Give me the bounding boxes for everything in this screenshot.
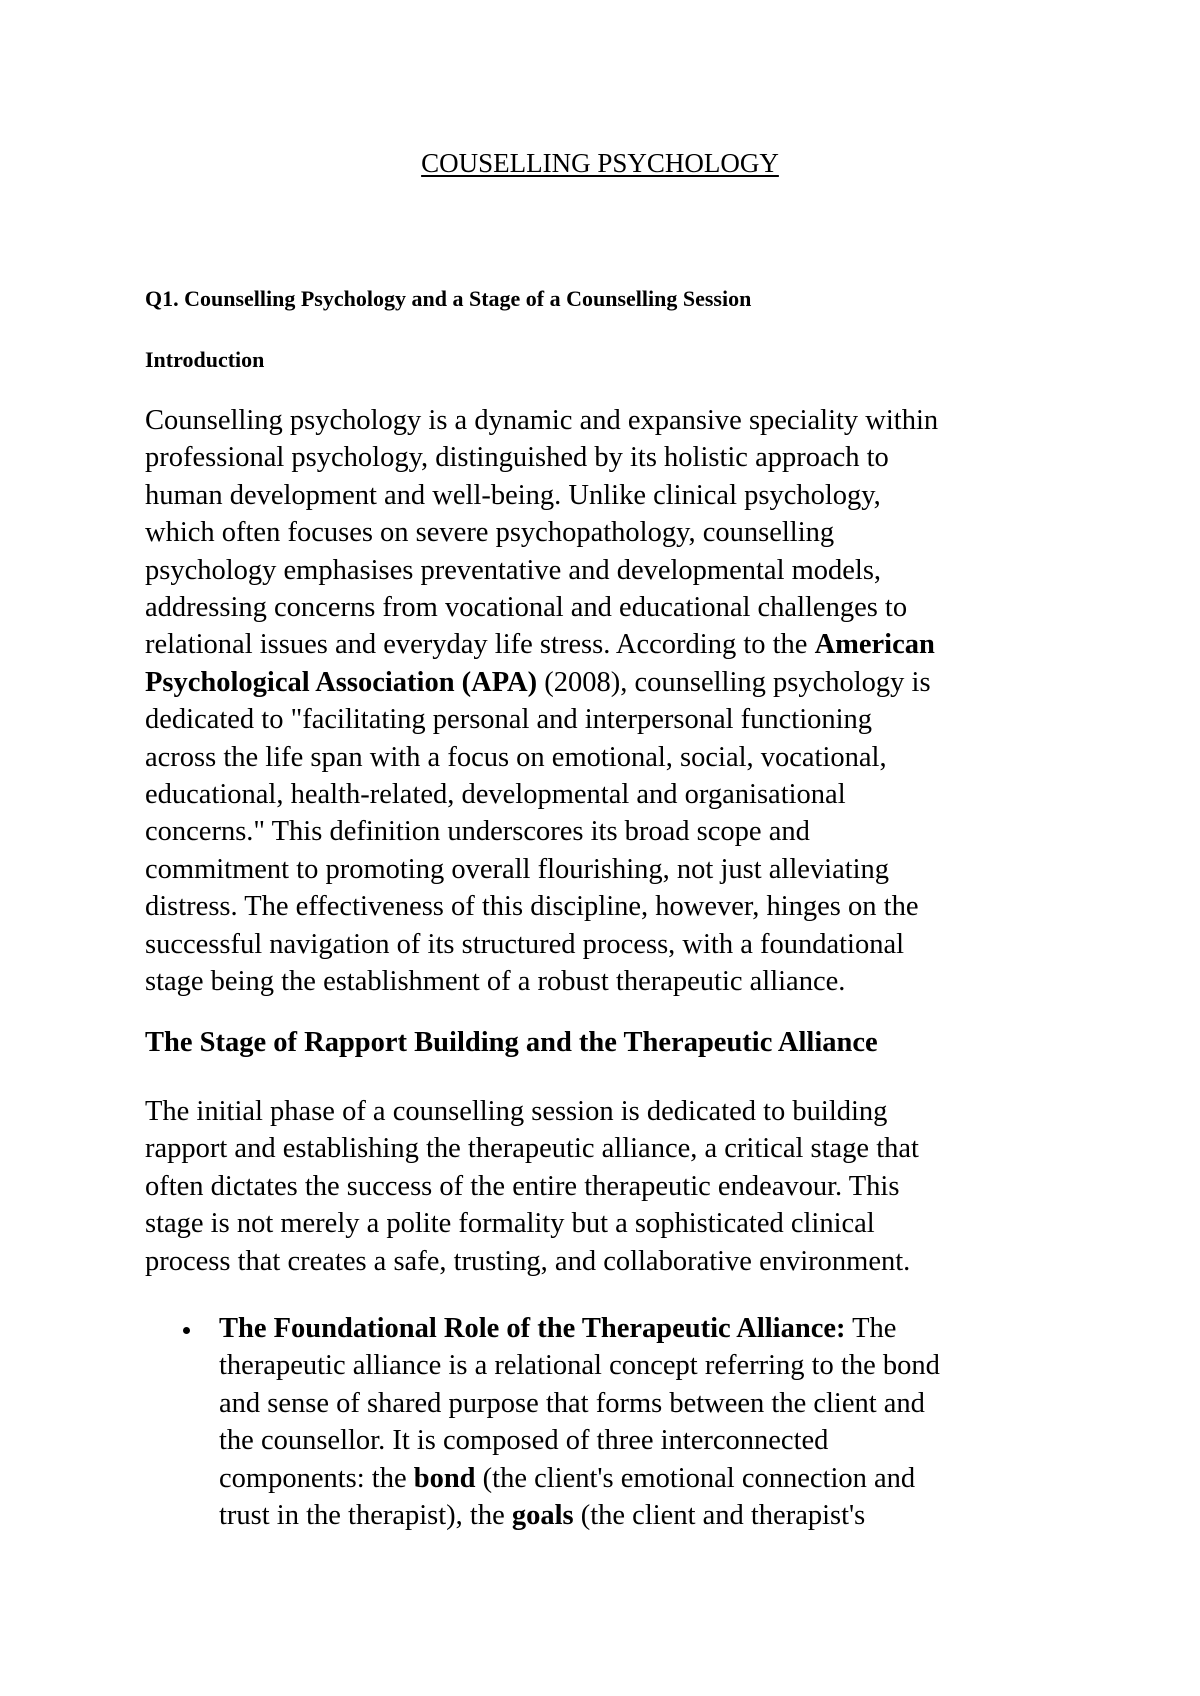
list-item xyxy=(145,1310,1065,1534)
section-heading: The Stage of Rapport Building and the Therapeutic Alliance xyxy=(145,1027,878,1058)
text-line xyxy=(219,1497,1065,1534)
bullet-icon xyxy=(183,1327,190,1334)
text-line: rapport and establishing the therapeutic alliance, a critical stage that xyxy=(145,1133,919,1165)
text-line: distress. The effectiveness of this discipline, however, hinges on the xyxy=(145,891,919,923)
text-line: dedicated to "facilitating personal and interpersonal functioning xyxy=(145,704,873,736)
text-line: and sense of shared purpose that forms between the client and xyxy=(219,1387,925,1419)
introduction-heading: Introduction xyxy=(145,347,265,372)
bullet-lead-term: The Foundational Role of the Therapeutic Alliance: xyxy=(219,1313,846,1344)
text-line: therapeutic alliance is a relational concept referring to the bond xyxy=(219,1350,940,1382)
text-segment: relational issues and everyday life stress. According to the xyxy=(145,629,815,661)
text-line: addressing concerns from vocational and educational challenges to xyxy=(145,592,908,624)
bold-term-apa: American xyxy=(814,629,935,661)
document-title: COUSELLING PSYCHOLOGY xyxy=(421,148,779,178)
bold-term-goals: goals xyxy=(511,1500,574,1532)
text-segment: (the client and therapist's xyxy=(573,1500,866,1532)
text-line: the counsellor. It is composed of three interconnected xyxy=(219,1425,829,1457)
text-line: The initial phase of a counselling session is dedicated to building xyxy=(145,1096,888,1127)
text-line: psychology emphasises preventative and developmental models, xyxy=(145,554,882,586)
text-line: stage being the establishment of a robust therapeutic alliance. xyxy=(145,966,846,998)
text-line: often dictates the success of the entire therapeutic endeavour. This xyxy=(145,1170,900,1202)
bold-term-bond: bond xyxy=(413,1462,476,1494)
text-segment: The xyxy=(845,1313,897,1344)
text-line: which often focuses on severe psychopathology, counselling xyxy=(145,517,835,549)
text-line: human development and well-being. Unlike clinical psychology, xyxy=(145,479,881,511)
text-segment: trust in the therapist), the xyxy=(219,1500,512,1532)
text-line xyxy=(219,1310,1065,1347)
text-line: commitment to promoting overall flourishing, not just alleviating xyxy=(145,853,890,885)
question-heading: Q1. Counselling Psychology and a Stage of a Counselling Session xyxy=(145,286,752,311)
text-line: Counselling psychology is a dynamic and expansive speciality within xyxy=(145,405,939,436)
text-line: successful navigation of its structured process, with a foundational xyxy=(145,928,905,960)
bullet-list xyxy=(145,1310,1065,1534)
text-segment: components: the xyxy=(219,1462,414,1494)
bold-term-apa: Psychological Association (APA) xyxy=(145,666,538,698)
text-line: process that creates a safe, trusting, and collaborative environment. xyxy=(145,1245,911,1277)
text-line xyxy=(145,626,1065,663)
text-line: stage is not merely a polite formality but a sophisticated clinical xyxy=(145,1208,875,1240)
introduction-paragraph xyxy=(145,402,1065,1001)
stage-paragraph xyxy=(145,1093,1065,1280)
text-line: educational, health-related, developmental and organisational xyxy=(145,779,846,811)
text-segment: (2008), counselling psychology is xyxy=(537,666,931,698)
text-line: concerns." This definition underscores its broad scope and xyxy=(145,816,810,848)
text-line xyxy=(219,1460,1065,1497)
text-segment: (the client's emotional connection and xyxy=(475,1462,916,1494)
text-line xyxy=(145,664,1065,701)
text-line: professional psychology, distinguished by its holistic approach to xyxy=(145,442,889,474)
text-line: across the life span with a focus on emotional, social, vocational, xyxy=(145,741,887,773)
